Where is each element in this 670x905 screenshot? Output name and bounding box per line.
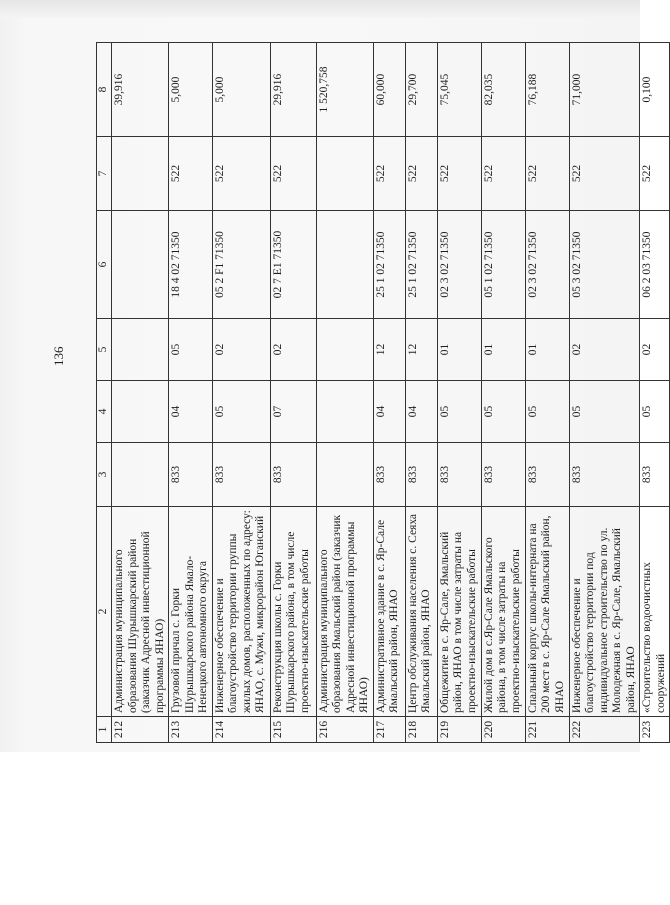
ministry-code-cell: 833 [640, 443, 670, 507]
ministry-code-cell [112, 443, 169, 507]
scan-top-shadow [0, 0, 640, 18]
budget-table [96, 42, 670, 743]
table-row [212, 43, 270, 743]
header-cell: 3 [97, 443, 112, 507]
subsection-code-cell: 01 [481, 319, 525, 381]
table-row [525, 43, 569, 743]
target-article-cell: 05 1 02 71350 [481, 211, 525, 319]
subsection-code-cell: 05 [169, 319, 213, 381]
expense-type-cell: 522 [525, 137, 569, 211]
subsection-code-cell: 12 [373, 319, 405, 381]
table-row [481, 43, 525, 743]
table-row [405, 43, 437, 743]
description-cell: Реконструкция школы с. Горки Шурышкарского района, в том числе проектно-изыскательские работы [270, 507, 316, 717]
description-cell: Административное здание в с. Яр-Сале Ямальский район, ЯНАО [373, 507, 405, 717]
expense-type-cell: 522 [569, 137, 640, 211]
expense-type-cell: 522 [169, 137, 213, 211]
ministry-code-cell: 833 [525, 443, 569, 507]
table-row [169, 43, 213, 743]
expense-type-cell: 522 [405, 137, 437, 211]
row-number-cell: 220 [481, 717, 525, 743]
description-cell: «Строительство водоочистных сооружений [640, 507, 670, 717]
expense-type-cell [112, 137, 169, 211]
ministry-code-cell: 833 [169, 443, 213, 507]
header-cell: 2 [97, 507, 112, 717]
table-row [569, 43, 640, 743]
subsection-code-cell [316, 319, 373, 381]
ministry-code-cell: 833 [437, 443, 481, 507]
section-code-cell: 05 [525, 381, 569, 443]
row-number-cell: 214 [212, 717, 270, 743]
subsection-code-cell: 01 [525, 319, 569, 381]
section-code-cell: 05 [569, 381, 640, 443]
target-article-cell: 02 3 02 71350 [437, 211, 481, 319]
ministry-code-cell: 833 [481, 443, 525, 507]
expense-type-cell: 522 [212, 137, 270, 211]
header-cell: 1 [97, 717, 112, 743]
header-cell: 8 [97, 43, 112, 137]
expense-type-cell: 522 [437, 137, 481, 211]
target-article-cell: 25 1 02 71350 [373, 211, 405, 319]
ministry-code-cell: 833 [405, 443, 437, 507]
section-code-cell: 05 [640, 381, 670, 443]
expense-type-cell: 522 [481, 137, 525, 211]
ministry-code-cell: 833 [212, 443, 270, 507]
description-cell: Центр обслуживания населения с. Сеяха Ямальский район, ЯНАО [405, 507, 437, 717]
header-cell: 6 [97, 211, 112, 319]
section-code-cell: 05 [212, 381, 270, 443]
amount-cell: 82,035 [481, 43, 525, 137]
target-article-cell: 25 1 02 71350 [405, 211, 437, 319]
section-code-cell: 04 [169, 381, 213, 443]
description-cell: Инженерное обеспечение и благоустройство территории под индивидуальное строительство по ул. Молодежная в с. Яр-Сале, Ямальский район, ЯНАО [569, 507, 640, 717]
table-row [112, 43, 169, 743]
amount-cell: 1 520,758 [316, 43, 373, 137]
row-number-cell: 216 [316, 717, 373, 743]
ministry-code-cell: 833 [569, 443, 640, 507]
expense-type-cell: 522 [640, 137, 670, 211]
subsection-code-cell: 02 [640, 319, 670, 381]
row-number-cell: 218 [405, 717, 437, 743]
description-cell: Администрация муниципального образования Ямальский район (заказчик Адресной инвестиционной программы ЯНАО) [316, 507, 373, 717]
section-code-cell: 04 [405, 381, 437, 443]
amount-cell: 29,916 [270, 43, 316, 137]
row-number-cell: 217 [373, 717, 405, 743]
description-cell: Администрация муниципального образования Шурышкарский район (заказчик Адресной инвестиционной программы ЯНАО) [112, 507, 169, 717]
header-cell: 4 [97, 381, 112, 443]
target-article-cell [112, 211, 169, 319]
target-article-cell: 18 4 02 71350 [169, 211, 213, 319]
amount-cell: 76,188 [525, 43, 569, 137]
target-article-cell [316, 211, 373, 319]
ministry-code-cell: 833 [373, 443, 405, 507]
section-code-cell [316, 381, 373, 443]
rotated-table-container [96, 43, 667, 743]
row-number-cell: 212 [112, 717, 169, 743]
subsection-code-cell [112, 319, 169, 381]
target-article-cell: 02 3 02 71350 [525, 211, 569, 319]
scan-bottom-margin [0, 752, 640, 905]
description-cell: Инженерное обеспечение и благоустройство территории группы жилых домов, расположенных по адресу: ЯНАО, с. Мужи, микрорайон Юганский [212, 507, 270, 717]
row-number-cell: 213 [169, 717, 213, 743]
amount-cell: 39,916 [112, 43, 169, 137]
amount-cell: 5,000 [169, 43, 213, 137]
page-number: 136 [51, 346, 66, 366]
subsection-code-cell: 12 [405, 319, 437, 381]
description-cell: Общежитие в с. Яр-Сале, Ямальский район, ЯНАО в том числе затраты на проектно-изыскательские работы [437, 507, 481, 717]
ministry-code-cell [316, 443, 373, 507]
amount-cell: 75,045 [437, 43, 481, 137]
row-number-cell: 222 [569, 717, 640, 743]
row-number-cell: 223 [640, 717, 670, 743]
amount-cell: 0,100 [640, 43, 670, 137]
table-header-row [97, 43, 112, 743]
target-article-cell: 02 7 E1 71350 [270, 211, 316, 319]
table-row [640, 43, 670, 743]
ministry-code-cell: 833 [270, 443, 316, 507]
section-code-cell: 05 [481, 381, 525, 443]
table-row [373, 43, 405, 743]
table-row [316, 43, 373, 743]
subsection-code-cell: 01 [437, 319, 481, 381]
row-number-cell: 219 [437, 717, 481, 743]
subsection-code-cell: 02 [212, 319, 270, 381]
subsection-code-cell: 02 [270, 319, 316, 381]
amount-cell: 71,000 [569, 43, 640, 137]
description-cell: Грузовой причал с. Горки Шурышкарского района Ямало-Ненецкого автономного округа [169, 507, 213, 717]
amount-cell: 60,000 [373, 43, 405, 137]
section-code-cell: 04 [373, 381, 405, 443]
description-cell: Спальный корпус школы-интерната на 200 мест в с. Яр-Сале Ямальский район, ЯНАО [525, 507, 569, 717]
amount-cell: 29,700 [405, 43, 437, 137]
header-cell: 5 [97, 319, 112, 381]
section-code-cell: 05 [437, 381, 481, 443]
subsection-code-cell: 02 [569, 319, 640, 381]
target-article-cell: 05 3 02 71350 [569, 211, 640, 319]
expense-type-cell: 522 [373, 137, 405, 211]
section-code-cell: 07 [270, 381, 316, 443]
row-number-cell: 215 [270, 717, 316, 743]
row-number-cell: 221 [525, 717, 569, 743]
target-article-cell: 06 2 03 71350 [640, 211, 670, 319]
header-cell: 7 [97, 137, 112, 211]
table-row [437, 43, 481, 743]
expense-type-cell [316, 137, 373, 211]
section-code-cell [112, 381, 169, 443]
description-cell: Жилой дом в с.Яр-Сале Ямальского района, в том числе затраты на проектно-изыскательские работы [481, 507, 525, 717]
expense-type-cell: 522 [270, 137, 316, 211]
amount-cell: 5,000 [212, 43, 270, 137]
table-row [270, 43, 316, 743]
target-article-cell: 05 2 F1 71350 [212, 211, 270, 319]
